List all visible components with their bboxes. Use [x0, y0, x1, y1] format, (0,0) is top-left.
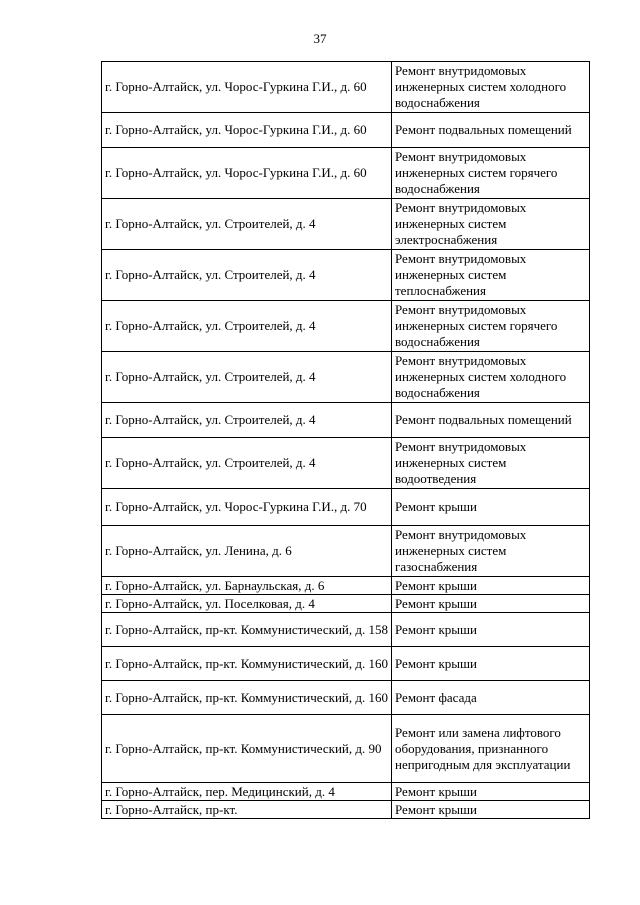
address-cell: г. Горно-Алтайск, ул. Ленина, д. 6 [102, 526, 392, 577]
table-row [102, 647, 590, 681]
table-row [102, 613, 590, 647]
work-type-cell: Ремонт фасада [392, 681, 590, 715]
work-type-cell: Ремонт внутридомовых инженерных систем водоотведения [392, 438, 590, 489]
work-type-cell: Ремонт внутридомовых инженерных систем холодного водоснабжения [392, 352, 590, 403]
table-row [102, 526, 590, 577]
address-cell: г. Горно-Алтайск, пр-кт. Коммунистический, д. 160 [102, 647, 392, 681]
work-type-cell: Ремонт крыши [392, 577, 590, 595]
address-cell: г. Горно-Алтайск, пр-кт. [102, 801, 392, 819]
repair-works-table [101, 61, 590, 819]
table-row [102, 301, 590, 352]
address-cell: г. Горно-Алтайск, пр-кт. Коммунистический, д. 158 [102, 613, 392, 647]
work-type-cell: Ремонт внутридомовых инженерных систем электроснабжения [392, 199, 590, 250]
work-type-cell: Ремонт крыши [392, 801, 590, 819]
table-row [102, 352, 590, 403]
address-cell: г. Горно-Алтайск, ул. Чорос-Гуркина Г.И., д. 70 [102, 489, 392, 526]
table-row [102, 577, 590, 595]
work-type-cell: Ремонт внутридомовых инженерных систем газоснабжения [392, 526, 590, 577]
work-type-cell: Ремонт крыши [392, 647, 590, 681]
table-row [102, 148, 590, 199]
table-row [102, 801, 590, 819]
address-cell: г. Горно-Алтайск, ул. Барнаульская, д. 6 [102, 577, 392, 595]
table-row [102, 489, 590, 526]
address-cell: г. Горно-Алтайск, ул. Строителей, д. 4 [102, 403, 392, 438]
address-cell: г. Горно-Алтайск, ул. Поселковая, д. 4 [102, 595, 392, 613]
work-type-cell: Ремонт внутридомовых инженерных систем холодного водоснабжения [392, 62, 590, 113]
table-row [102, 681, 590, 715]
address-cell: г. Горно-Алтайск, пер. Медицинский, д. 4 [102, 783, 392, 801]
address-cell: г. Горно-Алтайск, ул. Чорос-Гуркина Г.И., д. 60 [102, 62, 392, 113]
address-cell: г. Горно-Алтайск, ул. Строителей, д. 4 [102, 250, 392, 301]
table-row [102, 595, 590, 613]
work-type-cell: Ремонт крыши [392, 613, 590, 647]
address-cell: г. Горно-Алтайск, ул. Чорос-Гуркина Г.И., д. 60 [102, 148, 392, 199]
table-row [102, 113, 590, 148]
address-cell: г. Горно-Алтайск, ул. Строителей, д. 4 [102, 199, 392, 250]
address-cell: г. Горно-Алтайск, ул. Строителей, д. 4 [102, 438, 392, 489]
work-type-cell: Ремонт подвальных помещений [392, 113, 590, 148]
address-cell: г. Горно-Алтайск, пр-кт. Коммунистический, д. 160 [102, 681, 392, 715]
work-type-cell: Ремонт крыши [392, 595, 590, 613]
table-row [102, 62, 590, 113]
table-row [102, 250, 590, 301]
table-row [102, 438, 590, 489]
work-type-cell: Ремонт внутридомовых инженерных систем горячего водоснабжения [392, 148, 590, 199]
work-type-cell: Ремонт или замена лифтового оборудования, признанного непригодным для эксплуатации [392, 715, 590, 783]
work-type-cell: Ремонт внутридомовых инженерных систем теплоснабжения [392, 250, 590, 301]
table-row [102, 199, 590, 250]
work-type-cell: Ремонт подвальных помещений [392, 403, 590, 438]
address-cell: г. Горно-Алтайск, ул. Строителей, д. 4 [102, 352, 392, 403]
page-number: 37 [313, 31, 327, 46]
address-cell: г. Горно-Алтайск, ул. Чорос-Гуркина Г.И., д. 60 [102, 113, 392, 148]
table-row [102, 715, 590, 783]
work-type-cell: Ремонт крыши [392, 783, 590, 801]
work-type-cell: Ремонт крыши [392, 489, 590, 526]
work-type-cell: Ремонт внутридомовых инженерных систем горячего водоснабжения [392, 301, 590, 352]
address-cell: г. Горно-Алтайск, пр-кт. Коммунистический, д. 90 [102, 715, 392, 783]
table-row [102, 783, 590, 801]
table-row [102, 403, 590, 438]
address-cell: г. Горно-Алтайск, ул. Строителей, д. 4 [102, 301, 392, 352]
